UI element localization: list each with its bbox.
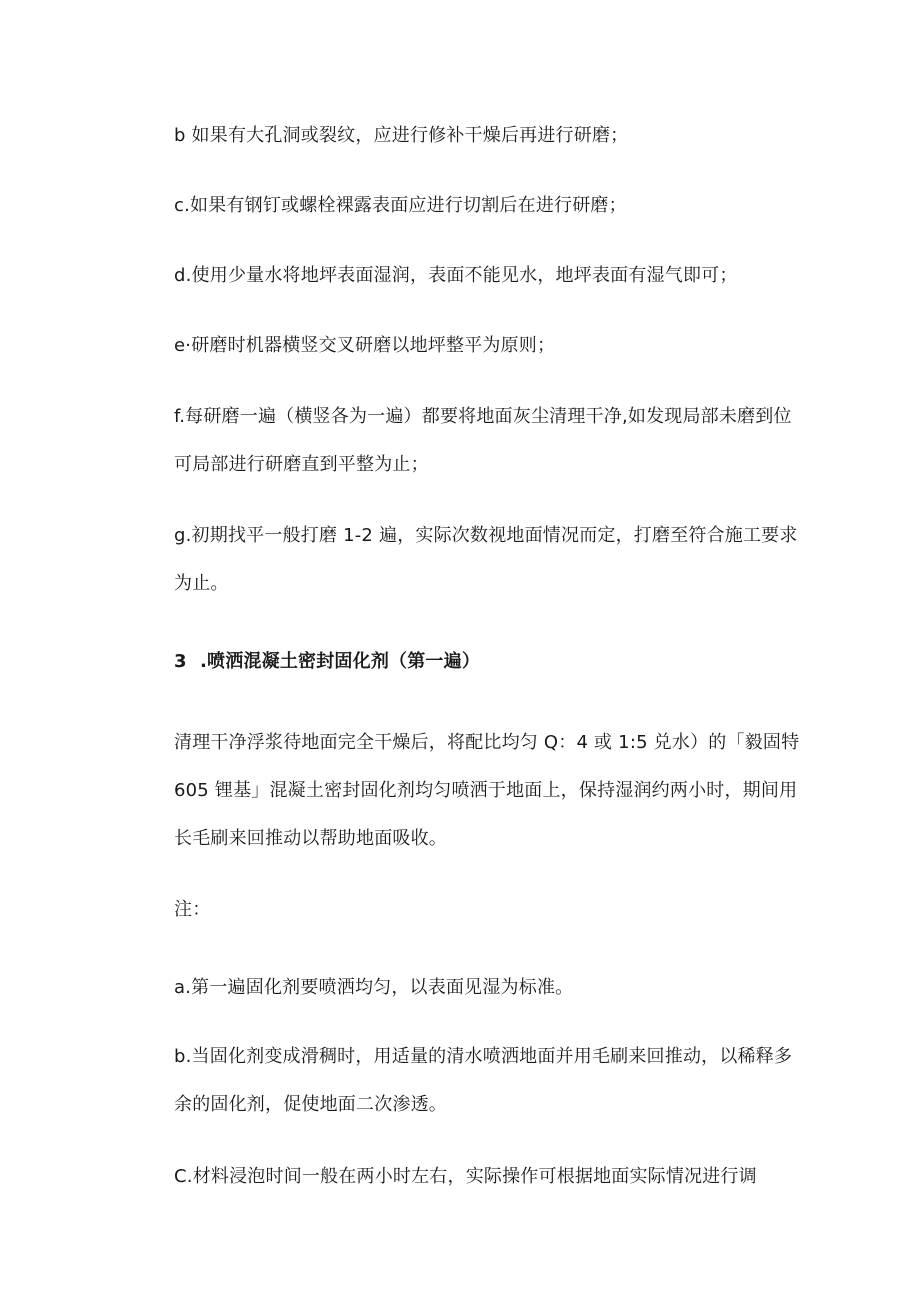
- section-3-body: 清理干净浮浆待地面完全干燥后，将配比均匀 Q：4 或 1:5 兑水）的「毅固特 605 锂基」混凝土密封固化剂均匀喷洒于地面上，保持湿润约两小时，期间用长毛刷来回推动以帮助地面吸收。: [174, 732, 800, 849]
- note-a-paragraph: a.第一遍固化剂要喷洒均匀，以表面见湿为标准。: [174, 977, 574, 998]
- note-label: 注：: [174, 899, 211, 920]
- section-3-heading: [174, 638, 800, 686]
- note-c-paragraph: C.材料浸泡时间一般在两小时左右，实际操作可根据地面实际情况进行调: [174, 1166, 757, 1187]
- item-f-paragraph: f.每研磨一遍（横竖各为一遍）都要将地面灰尘清理干净,如发现局部未磨到位可局部进行研磨直到平整为止；: [174, 406, 792, 475]
- item-c-paragraph: c.如果有钢钉或螺栓裸露表面应进行切割后在进行研磨；: [174, 195, 627, 216]
- note-b-paragraph: b.当固化剂变成滑稠时，用适量的清水喷洒地面并用毛刷来回推动，以稀释多余的固化剂，促使地面二次渗透。: [174, 1046, 793, 1115]
- section-title: .喷洒混凝土密封固化剂（第一遍）: [200, 651, 481, 672]
- section-number: 3: [174, 651, 187, 672]
- item-e-paragraph: e·研磨时机器横竖交叉研磨以地坪整平为原则；: [174, 335, 556, 356]
- item-d-paragraph: d.使用少量水将地坪表面湿润，表面不能见水，地坪表面有湿气即可；: [174, 265, 738, 286]
- item-b-paragraph: b 如果有大孔洞或裂纹，应进行修补干燥后再进行研磨；: [174, 125, 629, 146]
- item-g-paragraph: g.初期找平一般打磨 1-2 遍，实际次数视地面情况而定，打磨至符合施工要求为止。: [174, 525, 798, 594]
